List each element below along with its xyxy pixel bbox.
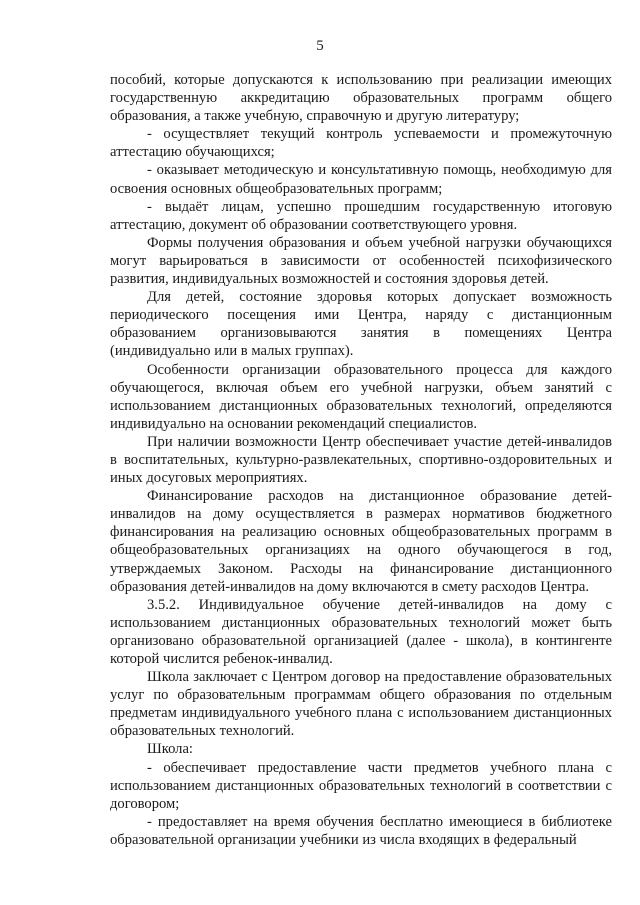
document-body: [110, 71, 612, 849]
paragraph: Формы получения образования и объем учебной нагрузки обучающихся могут варьироваться в зависимости от особенностей психофизического развития, индивидуальных возможностей и состояния здоровья детей.: [110, 234, 612, 288]
paragraph: Особенности организации образовательного процесса для каждого обучающегося, включая объем его учебной нагрузки, объем занятий с использованием дистанционных образовательных технологий, определяются индивидуально на основании рекомендаций специалистов.: [110, 361, 612, 432]
paragraph: При наличии возможности Центр обеспечивает участие детей-инвалидов в воспитательных, культурно-развлекательных, спортивно-оздоровительных и иных досуговых мероприятиях.: [110, 433, 612, 487]
paragraph: Для детей, состояние здоровья которых допускает возможность периодического посещения ими Центра, наряду с дистанционным образованием организовываются занятия в помещениях Центра (индивидуально или в малых группах).: [110, 289, 612, 360]
list-item: - обеспечивает предоставление части предметов учебного плана с использованием дистанционных образовательных технологий в соответствии с договором;: [110, 759, 612, 812]
list-item: - выдаёт лицам, успешно прошедшим государственную итоговую аттестацию, документ об образовании соответствующего уровня.: [110, 198, 612, 233]
paragraph-heading: Школа:: [147, 741, 193, 758]
page-number: 5: [316, 38, 324, 54]
section-paragraph: 3.5.2. Индивидуальное обучение детей-инвалидов на дому с использованием дистанционных образовательных технологий может быть организовано образовательной организацией (далее - школа), в контингенте которой числится ребенок-инвалид.: [110, 596, 612, 667]
paragraph: Финансирование расходов на дистанционное образование детей-инвалидов на дому осуществляется в размерах нормативов бюджетного финансирования на реализацию основных общеобразовательных программ в общеобразовательных организациях на одного обучающегося в год, утверждаемых Законом. Расходы на финансирование дистанционного образования детей-инвалидов на дому включаются в смету расходов Центра.: [110, 488, 612, 595]
list-item: - предоставляет на время обучения бесплатно имеющиеся в библиотеке образовательной организации учебники из числа входящих в федеральный: [110, 813, 612, 848]
paragraph: Школа заключает с Центром договор на предоставление образовательных услуг по образовательным программам общего образования по отдельным предметам индивидуального учебного плана с использованием дистанционных образовательных технологий.: [110, 669, 612, 740]
list-item: - оказывает методическую и консультативную помощь, необходимую для освоения основных общеобразовательных программ;: [110, 162, 612, 197]
paragraph: пособий, которые допускаются к использованию при реализации имеющих государственную аккредитацию образовательных программ общего образования, а также учебную, справочную и другую литературу;: [110, 72, 612, 125]
list-item: - осуществляет текущий контроль успеваемости и промежуточную аттестацию обучающихся;: [110, 126, 612, 161]
